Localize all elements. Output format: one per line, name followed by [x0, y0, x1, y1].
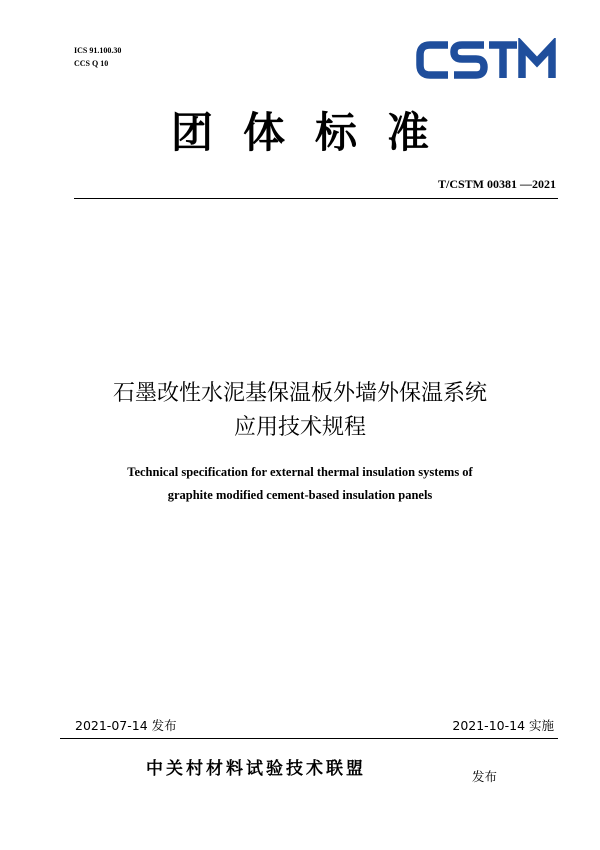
logo-text: CSTM	[416, 38, 420, 39]
publish-label: 发布	[472, 769, 498, 784]
classification-codes	[74, 44, 121, 70]
ics-code: ICS 91.100.30	[74, 46, 122, 55]
cstm-logo	[416, 38, 556, 82]
english-title-line2: graphite modified cement-based insulation panels	[167, 488, 433, 502]
chinese-title-line2: 应用技术规程	[233, 415, 366, 440]
standard-number: T/CSTM 00381 —2021	[437, 177, 556, 191]
issue-date: 2021-07-14 发布	[75, 718, 177, 733]
publisher-name: 中关村材料试验技术联盟	[146, 759, 366, 779]
cstm-logo-mark	[420, 45, 552, 78]
footer-divider	[60, 738, 558, 739]
standard-type-title: 团体标准	[170, 108, 459, 157]
ccs-code: CCS Q 10	[74, 59, 109, 68]
header-divider	[74, 198, 558, 199]
chinese-title-line1: 石墨改性水泥基保温板外墙外保温系统	[112, 381, 487, 406]
english-title-line1: Technical specification for external thermal insulation systems of	[127, 465, 473, 479]
implementation-date: 2021-10-14 实施	[452, 718, 554, 733]
